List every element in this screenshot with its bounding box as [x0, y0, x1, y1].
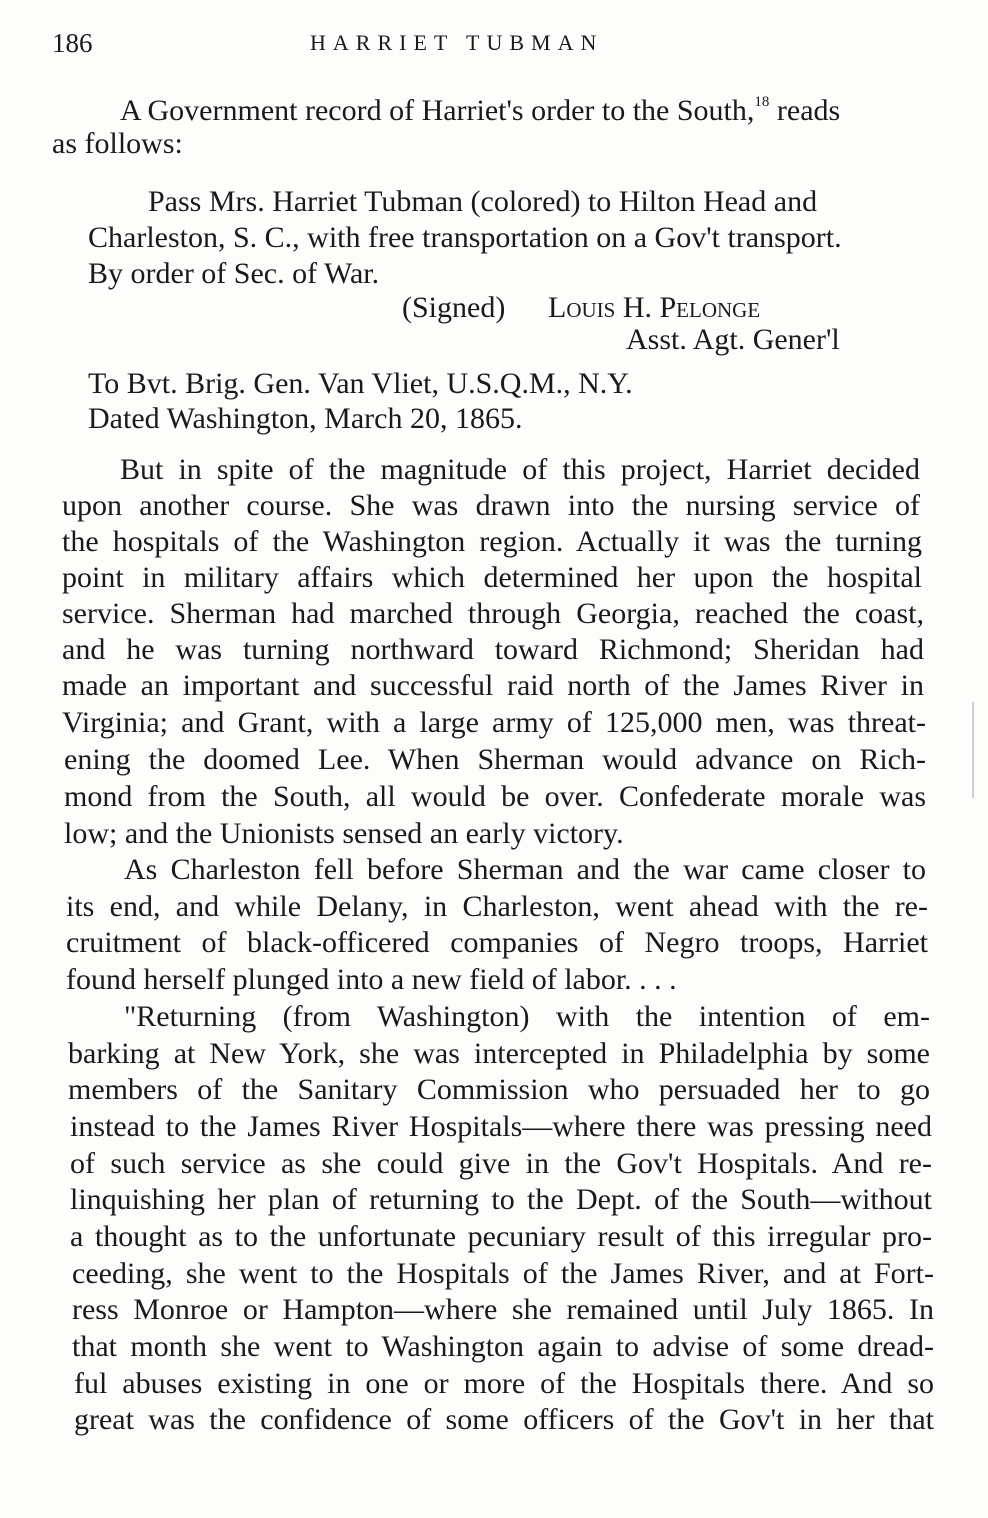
intro-text: A Government record of Harriet's order to the South, [120, 94, 755, 127]
body-line: instead to the James River Hospitals—where there was pressing need [70, 1110, 932, 1143]
body-line: service. Sherman had marched through Georgia, reached the coast, [62, 597, 924, 630]
signed-label: (Signed) [402, 291, 506, 324]
body-line: members of the Sanitary Commission who persuaded her to go [68, 1073, 930, 1106]
body-line: the hospitals of the Washington region. Actually it was the turning [62, 525, 922, 558]
body-line: cruitment of black-officered companies of Negro troops, Harriet [66, 926, 928, 959]
running-head: HARRIET TUBMAN [310, 30, 604, 55]
body-line: point in military affairs which determined her upon the hospital [62, 561, 922, 594]
intro-line: as follows: [52, 127, 183, 160]
date-line: Dated Washington, March 20, 1865. [88, 402, 523, 435]
body-line: that month she went to Washington again to advise of some dread- [72, 1330, 934, 1363]
addressee-line: To Bvt. Brig. Gen. Van Vliet, U.S.Q.M., N.Y. [88, 367, 633, 400]
body-line: barking at New York, she was intercepted in Philadelphia by some [68, 1037, 930, 1070]
body-line: As Charleston fell before Sherman and the war came closer to [124, 853, 926, 886]
quote-line: By order of Sec. of War. [88, 257, 380, 290]
footnote-marker: 18 [754, 94, 770, 110]
body-line: its end, and while Delany, in Charleston, went ahead with the re- [66, 890, 928, 923]
body-line: ress Monroe or Hampton—where she remained until July 1865. In [72, 1293, 934, 1326]
quote-line: Charleston, S. C., with free transportation on a Gov't transport. [88, 221, 842, 254]
quote-line: Pass Mrs. Harriet Tubman (colored) to Hilton Head and [148, 185, 818, 218]
body-line: linquishing her plan of returning to the Dept. of the South—without [70, 1183, 932, 1216]
body-line: ceeding, she went to the Hospitals of the James River, and at Fort- [72, 1257, 934, 1290]
intro-text-end: reads [769, 94, 841, 127]
body-line: and he was turning northward toward Richmond; Sheridan had [62, 633, 924, 666]
body-line: found herself plunged into a new field of labor. . . . [66, 963, 677, 996]
page-header [52, 22, 932, 62]
body-line: ening the doomed Lee. When Sherman would advance on Rich- [64, 743, 926, 776]
signer-name: Louis H. Pelonge [548, 291, 761, 324]
page-number: 186 [52, 28, 93, 58]
body-line: low; and the Unionists sensed an early victory. [64, 817, 624, 850]
body-line: But in spite of the magnitude of this project, Harriet decided [120, 453, 920, 486]
body-line: upon another course. She was drawn into the nursing service of [62, 489, 920, 522]
signer-title: Asst. Agt. Gener'l [626, 323, 840, 356]
body-line: mond from the South, all would be over. Confederate morale was [64, 780, 926, 813]
body-line: Virginia; and Grant, with a large army of 125,000 men, was threat- [62, 706, 926, 739]
intro-line [120, 84, 840, 129]
body-line: great was the confidence of some officers of the Gov't in her that [74, 1403, 934, 1436]
body-line: made an important and successful raid north of the James River in [62, 669, 924, 702]
scan-edge-mark [972, 702, 974, 798]
body-line: a thought as to the unfortunate pecuniary result of this irregular pro- [70, 1220, 932, 1253]
body-line: ful abuses existing in one or more of the Hospitals there. And so [74, 1367, 934, 1400]
body-line: of such service as she could give in the Gov't Hospitals. And re- [70, 1147, 932, 1180]
body-line: "Returning (from Washington) with the intention of em- [124, 1000, 930, 1033]
